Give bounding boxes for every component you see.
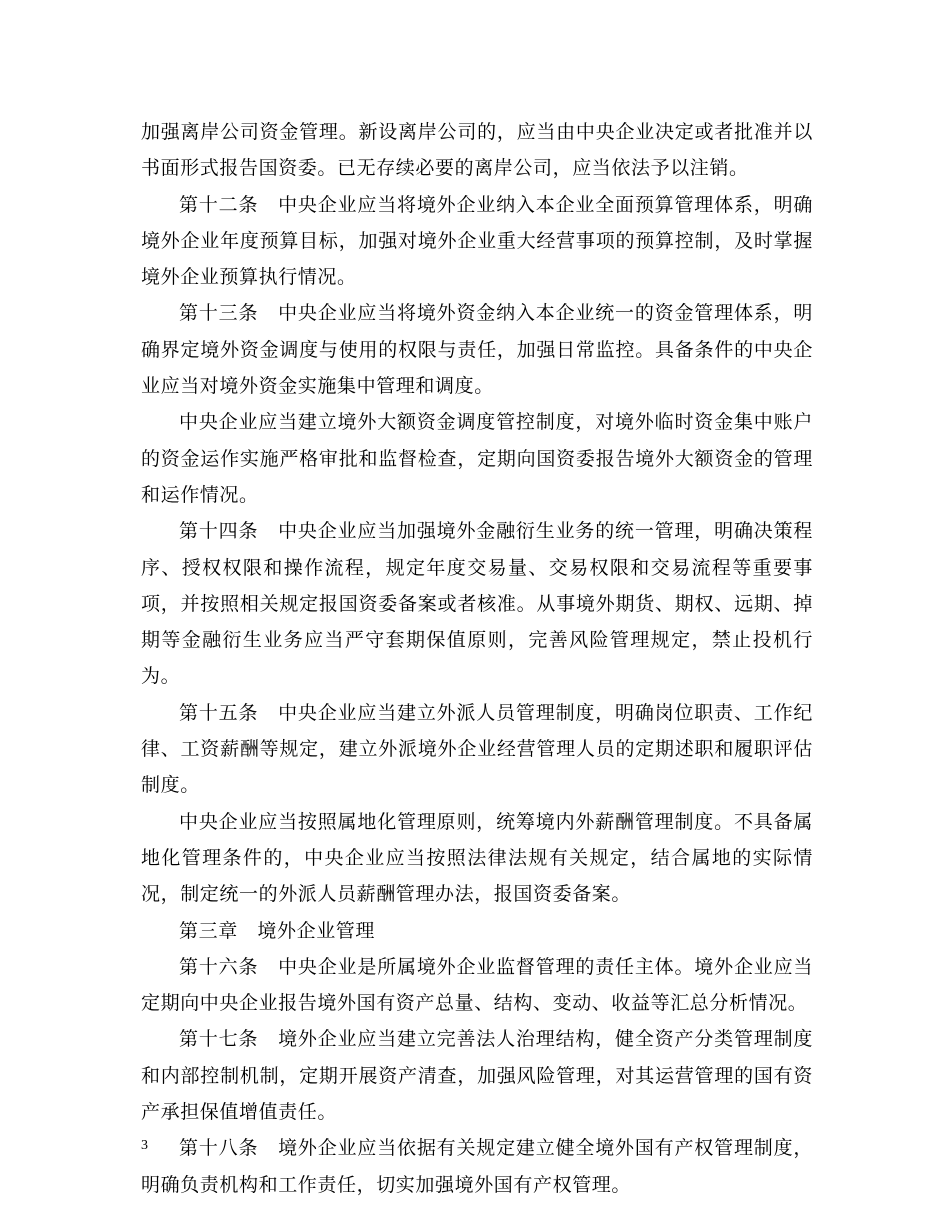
article-13: 第十三条 中央企业应当将境外资金纳入本企业统一的资金管理体系，明确界定境外资金调度与使用的权限与责任，加强日常监控。具备条件的中央企业应当对境外资金实施集中管理和调度。: [141, 302, 813, 398]
paragraph-continuation: 加强离岸公司资金管理。新设离岸公司的，应当由中央企业决定或者批准并以书面形式报告国资委。已无存续必要的离岸公司，应当依法予以注销。: [141, 121, 813, 180]
article-12: 第十二条 中央企业应当将境外企业纳入本企业全面预算管理体系，明确境外企业年度预算目标，加强对境外企业重大经营事项的预算控制，及时掌握境外企业预算执行情况。: [141, 193, 813, 289]
page-number: 3: [141, 1138, 148, 1153]
article-17: 第十七条 境外企业应当建立完善法人治理结构，健全资产分类管理制度和内部控制机制，定期开展资产清查，加强风险管理，对其运营管理的国有资产承担保值增值责任。: [141, 1028, 813, 1124]
article-13-clause-2: 中央企业应当建立境外大额资金调度管控制度，对境外临时资金集中账户的资金运作实施严格审批和监督检查，定期向国资委报告境外大额资金的管理和运作情况。: [141, 411, 813, 506]
article-16: 第十六条 中央企业是所属境外企业监督管理的责任主体。境外企业应当定期向中央企业报告境外国有资产总量、结构、变动、收益等汇总分析情况。: [141, 955, 813, 1015]
document-body: [141, 114, 813, 1203]
article-15: 第十五条 中央企业应当建立外派人员管理制度，明确岗位职责、工作纪律、工资薪酬等规定，建立外派境外企业经营管理人员的定期述职和履职评估制度。: [141, 701, 813, 797]
article-14: 第十四条 中央企业应当加强境外金融衍生业务的统一管理，明确决策程序、授权权限和操作流程，规定年度交易量、交易权限和交易流程等重要事项，并按照相关规定报国资委备案或者核准。从事境外期货、期权、远期、掉期等金融衍生业务应当严守套期保值原则，完善风险管理规定，禁止投机行为。: [141, 520, 813, 688]
chapter-3-heading: 第三章 境外企业管理: [179, 919, 376, 942]
article-18: 第十八条 境外企业应当依据有关规定建立健全境外国有产权管理制度，明确负责机构和工作责任，切实加强境外国有产权管理。: [141, 1137, 813, 1196]
article-15-clause-2: 中央企业应当按照属地化管理原则，统筹境内外薪酬管理制度。不具备属地化管理条件的，中央企业应当按照法律法规有关规定，结合属地的实际情况，制定统一的外派人员薪酬管理办法，报国资委备案。: [141, 810, 813, 906]
